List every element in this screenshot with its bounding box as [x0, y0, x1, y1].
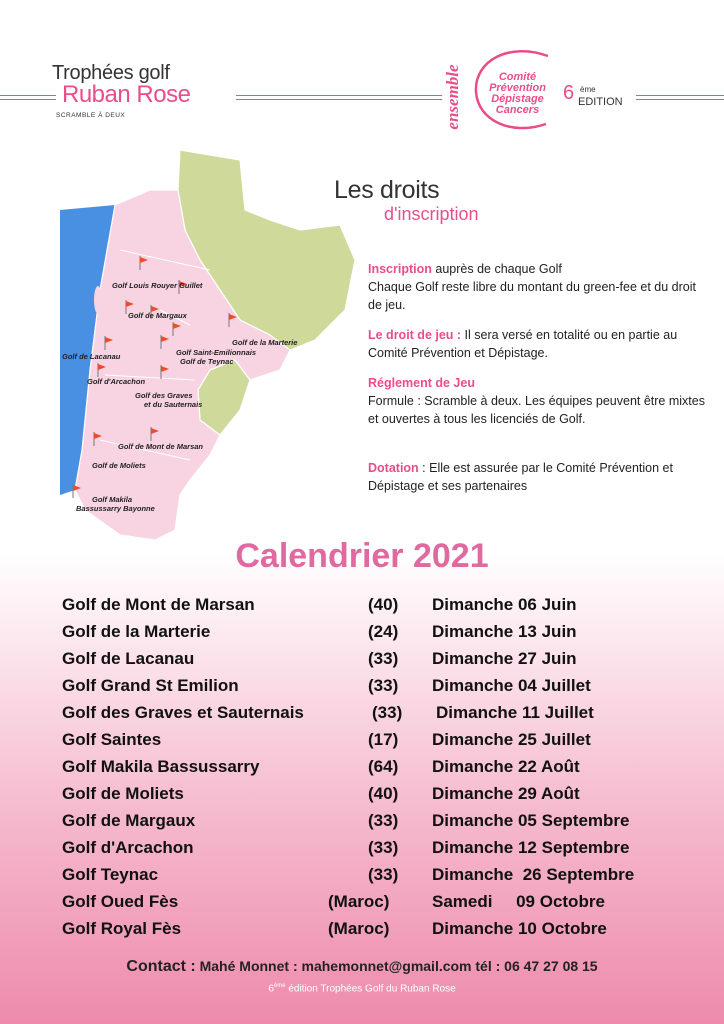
golf-date: Dimanche 26 Septembre: [432, 865, 635, 884]
golf-name: Golf d'Arcachon: [62, 838, 194, 857]
golf-dept: (Maroc): [328, 919, 390, 938]
table-row: [0, 595, 724, 622]
golf-name: Golf de Mont de Marsan: [62, 595, 255, 614]
flag-icon: [160, 365, 172, 379]
flag-icon: [93, 432, 105, 446]
flag-icon: [139, 256, 151, 270]
golf-dept: (33): [368, 838, 399, 857]
header-line-right-2: [636, 99, 724, 100]
droits-subtitle: d'inscription: [384, 204, 479, 224]
header-line-left: [0, 95, 56, 96]
flag-icon: [150, 427, 162, 441]
golf-date: Dimanche 13 Juin: [432, 622, 577, 641]
golf-dept: (24): [368, 622, 399, 641]
title-trophees: Trophées golf: [52, 62, 170, 84]
golf-date: Dimanche 11 Juillet: [436, 703, 594, 722]
table-row: [0, 784, 724, 811]
table-row: [0, 919, 724, 946]
golf-name: Golf Oued Fès: [62, 892, 179, 911]
map-label-makila-2: Bassussarry Bayonne: [76, 504, 155, 513]
golf-date: Dimanche 10 Octobre: [432, 919, 607, 938]
committee-line-1: Comité: [498, 71, 537, 83]
contact-text: Mahé Monnet : mahemonnet@gmail.com tél : 06 47 27 08 15: [195, 958, 598, 974]
map-label-margaux: Golf de Margaux: [128, 311, 187, 320]
edition-sup: ème: [580, 85, 596, 94]
header-line-left-2: [0, 99, 56, 100]
golf-name: Golf Teynac: [62, 865, 159, 884]
golf-date: Dimanche 27 Juin: [432, 649, 577, 668]
flag-icon: [72, 484, 84, 498]
header-line-mid: [236, 95, 442, 96]
map-label-saint-emilion: Golf Saint-Emilionnais: [176, 348, 257, 357]
map-label-arcachon: Golf d'Arcachon: [87, 377, 146, 386]
golf-date: Dimanche 12 Septembre: [432, 838, 630, 857]
edition-number: 6: [563, 82, 575, 104]
golf-date: Dimanche 22 Août: [432, 757, 580, 776]
table-row: [0, 757, 724, 784]
golf-date: Dimanche 29 Août: [432, 784, 580, 803]
golf-dept: (40): [368, 595, 399, 614]
map-label-moliets: Golf de Moliets: [92, 461, 146, 470]
subtitle-scramble: SCRAMBLE À DEUX: [56, 112, 126, 119]
map-island-1: [94, 286, 102, 314]
golf-dept: (33): [368, 676, 399, 695]
para-droit: [368, 326, 708, 362]
golf-dept: (40): [368, 784, 399, 803]
flag-icon: [97, 363, 109, 377]
dotation-text: : Elle est assurée par le Comité Prévention et Dépistage et ses partenaires: [368, 461, 673, 493]
golf-dept: (64): [368, 757, 399, 776]
footer-num: 6: [268, 983, 274, 995]
golf-name: Golf Royal Fès: [62, 919, 182, 938]
golf-date: Dimanche 04 Juillet: [432, 676, 591, 695]
dotation-label: Dotation: [368, 461, 419, 475]
table-row: [0, 811, 724, 838]
flag-icon: [160, 335, 172, 349]
inscription-label: Inscription: [368, 262, 432, 276]
footer-text: édition Trophées Golf du Ruban Rose: [285, 983, 456, 995]
golf-name: Golf Grand St Emilion: [62, 676, 239, 695]
golf-dept: (17): [368, 730, 399, 749]
golf-name: Golf de Moliets: [62, 784, 184, 803]
table-row: [0, 865, 724, 892]
para-inscription: [368, 260, 708, 314]
inscription-text-2: Chaque Golf reste libre du montant du green-fee et du droit de jeu.: [368, 280, 696, 312]
golf-name: Golf de Margaux: [62, 811, 196, 830]
golf-name: Golf de la Marterie: [62, 622, 211, 641]
map-label-graves-2: et du Sauternais: [144, 400, 203, 409]
map-label-graves-1: Golf des Graves: [135, 391, 193, 400]
golf-dept: (33): [368, 649, 399, 668]
ensemble-text: ensemble: [443, 64, 462, 130]
contact-label: Contact :: [126, 958, 196, 975]
golf-name: Golf de Lacanau: [62, 649, 195, 668]
golf-dept: (Maroc): [328, 892, 390, 911]
flag-icon: [172, 322, 184, 336]
para-reglement: [368, 374, 708, 428]
table-row: [0, 676, 724, 703]
committee-line-3: Dépistage: [491, 93, 544, 105]
table-row: [0, 649, 724, 676]
ensemble-logo-text: [443, 54, 473, 140]
map-label-rouyer: Golf Louis Rouyer Guillet: [112, 281, 203, 290]
map-label-makila-1: Golf Makila: [92, 495, 133, 504]
table-row: [0, 838, 724, 865]
committee-line-4: Cancers: [495, 104, 540, 116]
golf-name: Golf des Graves et Sauternais: [62, 703, 304, 722]
header-line-mid-2: [236, 99, 442, 100]
table-row: [0, 622, 724, 649]
reglement-text: Formule : Scramble à deux. Les équipes peuvent être mixtes et ouvertes à tous les licenciés de Golf.: [368, 394, 705, 426]
contact-line: [0, 958, 724, 976]
title-ruban-rose: Ruban Rose: [62, 81, 191, 108]
table-row: [0, 892, 724, 919]
flag-icon: [228, 313, 240, 327]
header-line-right: [636, 95, 724, 96]
map-label-mont-marsan: Golf de Mont de Marsan: [118, 442, 204, 451]
droit-label: Le droit de jeu :: [368, 328, 462, 342]
golf-dept: (33): [368, 811, 399, 830]
reglement-label: Réglement de Jeu: [368, 376, 475, 390]
map-label-teynac: Golf de Teynac: [180, 357, 234, 366]
droit-text: Il sera versé en totalité ou en partie au Comité Prévention et Dépistage.: [368, 328, 678, 360]
golf-name: Golf Makila Bassussarry: [62, 757, 260, 776]
calendar-title: Calendrier 2021: [235, 537, 489, 575]
golf-name: Golf Saintes: [62, 730, 162, 749]
table-row: [0, 703, 724, 730]
golf-date: Dimanche 05 Septembre: [432, 811, 630, 830]
flag-icon: [104, 336, 116, 350]
golf-date: Samedi 09 Octobre: [432, 892, 605, 911]
committee-line-2: Prévention: [489, 82, 546, 94]
footer-line: [0, 983, 724, 994]
para-dotation: [368, 459, 708, 495]
map-label-marterie: Golf de la Marterie: [232, 338, 298, 347]
edition-label: EDITION: [578, 96, 623, 108]
golf-date: Dimanche 25 Juillet: [432, 730, 591, 749]
golf-dept: (33): [372, 703, 403, 722]
golf-date: Dimanche 06 Juin: [432, 595, 577, 614]
map-label-lacanau: Golf de Lacanau: [62, 352, 121, 361]
committee-logo: [470, 48, 565, 134]
inscription-text: auprès de chaque Golf: [431, 262, 562, 276]
droits-title: Les droits: [334, 176, 440, 204]
table-row: [0, 730, 724, 757]
golf-dept: (33): [368, 865, 399, 884]
footer-sup: ème: [273, 983, 286, 989]
